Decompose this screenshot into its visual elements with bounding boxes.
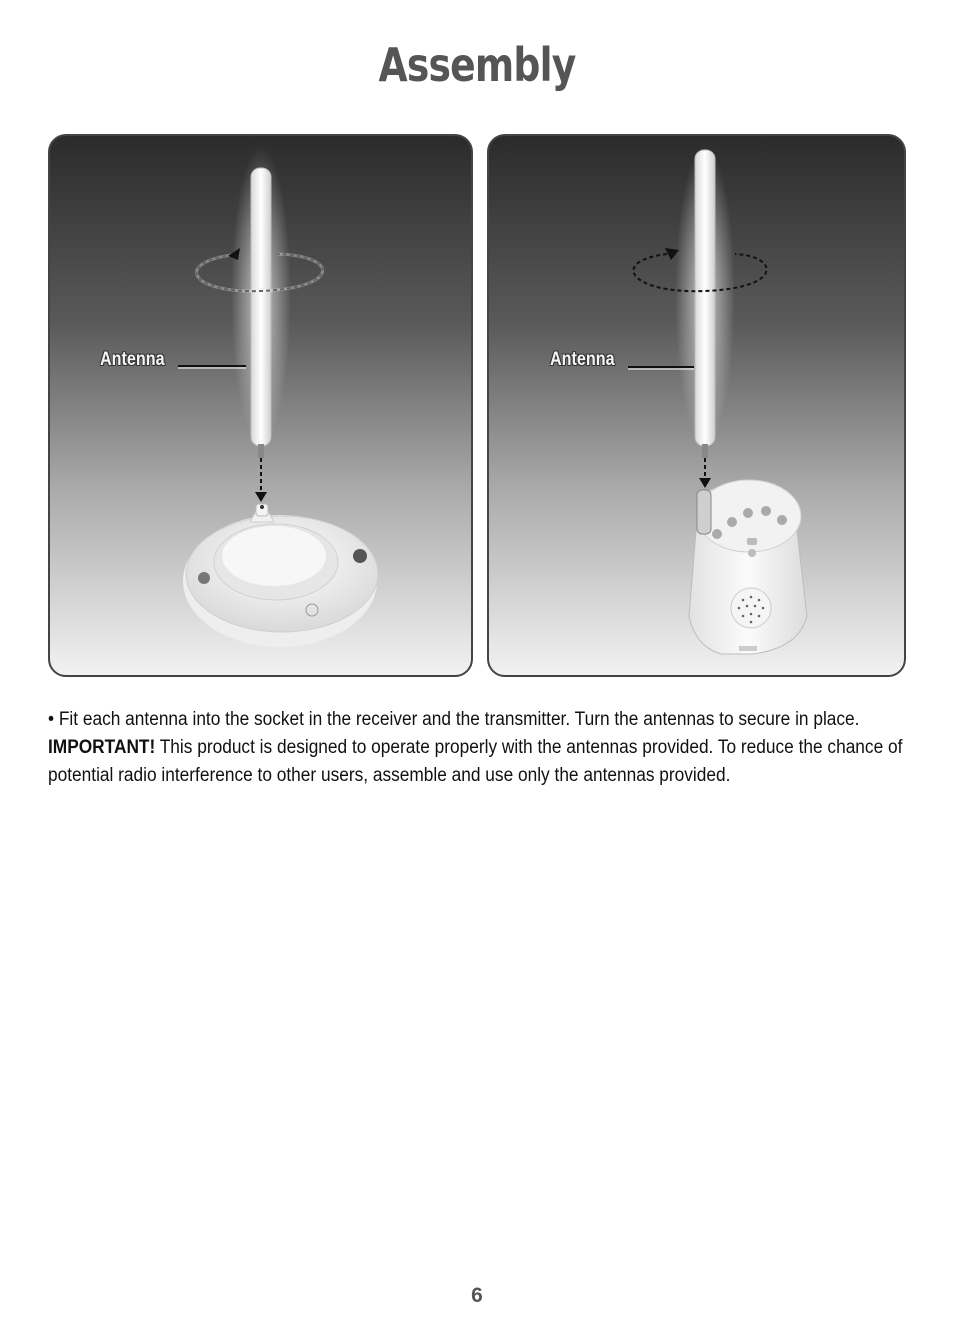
antenna-label-right: Antenna [550,349,615,370]
antenna-left [251,168,271,458]
assembly-instructions [48,706,908,790]
bullet: • [48,709,55,730]
antenna-right [695,150,715,458]
transmitter-illustration [487,134,906,677]
instruction-line: Fit each antenna into the socket in the receiver and the transmitter. Turn the antennas to secure in place. [58,709,860,730]
receiver-unit [183,504,378,647]
page-number: 6 [471,1284,483,1307]
antenna-label-left: Antenna [100,349,165,370]
important-text: This product is designed to operate properly with the antennas provided. To reduce the chance of potential radio interference to other users, assemble and use only the antennas provided. [48,737,903,786]
receiver-antenna-diagram [50,136,473,677]
transmitter-antenna-diagram [489,136,906,677]
important-label: IMPORTANT! [48,737,156,758]
receiver-illustration [48,134,473,677]
transmitter-unit [689,480,807,654]
page-title: Assembly [378,38,576,92]
